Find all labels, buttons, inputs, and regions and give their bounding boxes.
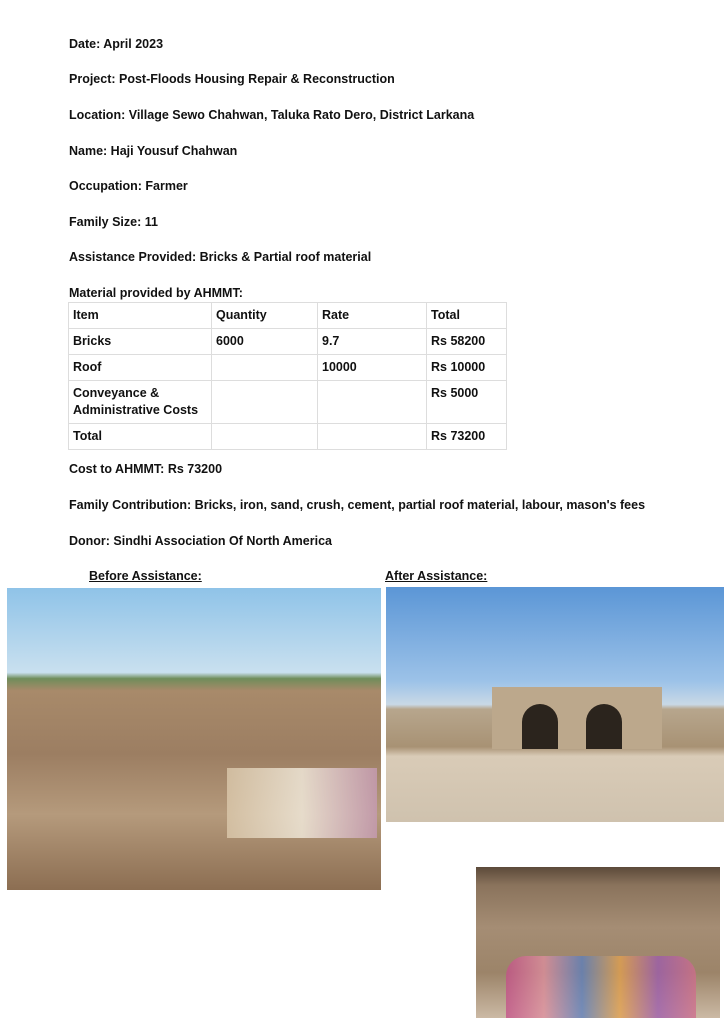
- header-cell: Item: [69, 303, 212, 329]
- family-size: Family Size: 11: [69, 215, 158, 229]
- beneficiary-name: Name: Haji Yousuf Chahwan: [69, 144, 238, 158]
- cell: Total: [69, 424, 212, 450]
- table-total-row: [69, 424, 507, 450]
- cell: Roof: [69, 355, 212, 381]
- cost-to-ahmmt: Cost to AHMMT: Rs 73200: [69, 462, 223, 476]
- table-header-row: [69, 303, 507, 329]
- after-caption: After Assistance:: [385, 569, 488, 583]
- occupation: Occupation: Farmer: [69, 179, 188, 193]
- header-cell: Total: [427, 303, 507, 329]
- after-photo: [386, 587, 724, 822]
- interior-family-photo: [476, 867, 720, 1018]
- before-photo: [7, 588, 381, 890]
- family-contribution: Family Contribution: Bricks, iron, sand, crush, cement, partial roof material, labour, mason's fees: [69, 498, 646, 512]
- cell: Conveyance & Administrative Costs: [69, 381, 212, 424]
- material-heading: Material provided by AHMMT:: [69, 286, 243, 300]
- cell: 6000: [212, 329, 318, 355]
- cell: Rs 73200: [427, 424, 507, 450]
- cell: Rs 10000: [427, 355, 507, 381]
- project: Project: Post-Floods Housing Repair & Reconstruction: [69, 72, 395, 86]
- cell: [212, 381, 318, 424]
- before-caption: Before Assistance:: [89, 569, 202, 583]
- cell: [212, 424, 318, 450]
- header-cell: Rate: [318, 303, 427, 329]
- cell: Rs 5000: [427, 381, 507, 424]
- materials-table: [68, 302, 507, 450]
- table-row: [69, 381, 507, 424]
- cell: [318, 424, 427, 450]
- cell: [212, 355, 318, 381]
- location: Location: Village Sewo Chahwan, Taluka Rato Dero, District Larkana: [69, 108, 475, 122]
- cell: 10000: [318, 355, 427, 381]
- table-row: [69, 329, 507, 355]
- cell: 9.7: [318, 329, 427, 355]
- header-cell: Quantity: [212, 303, 318, 329]
- table-row: [69, 355, 507, 381]
- cell: [318, 381, 427, 424]
- donor: Donor: Sindhi Association Of North America: [69, 534, 332, 548]
- date: Date: April 2023: [69, 37, 164, 51]
- cell: Rs 58200: [427, 329, 507, 355]
- cell: Bricks: [69, 329, 212, 355]
- assistance-provided: Assistance Provided: Bricks & Partial roof material: [69, 250, 372, 264]
